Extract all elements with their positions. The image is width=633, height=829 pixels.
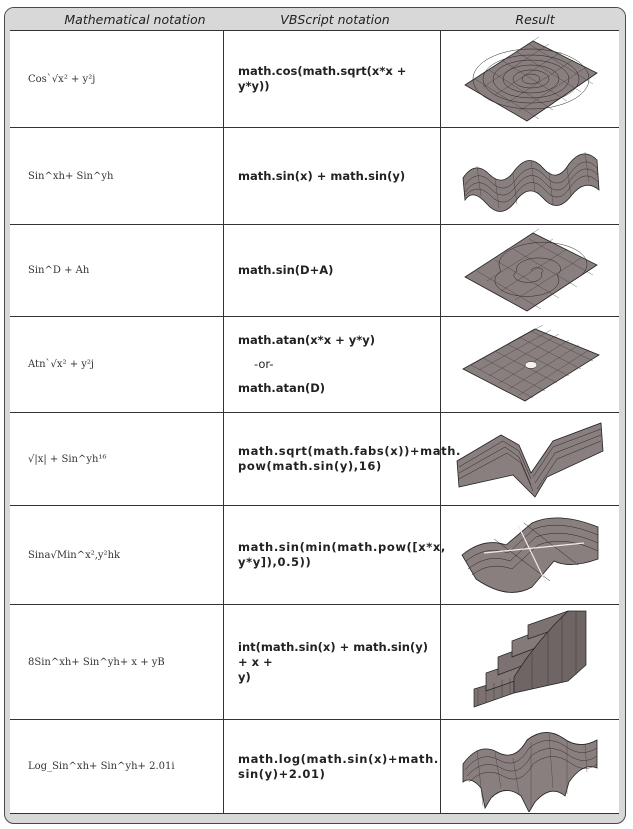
spiral-surface-icon (455, 227, 605, 315)
header-math: Mathematical notation (64, 12, 206, 27)
math-formula: 8Sin^xh+ Sin^yh+ x + yB (28, 656, 165, 668)
vbscript-code: int(math.sin(x) + math.sin(y) + x + y) (238, 639, 429, 684)
math-formula: √|x| + Sin^yh¹⁶ (28, 453, 107, 465)
math-formula: Cos`√x² + y²j (28, 73, 96, 85)
table-row (10, 413, 619, 506)
math-formula: Sin^xh+ Sin^yh (28, 170, 114, 182)
math-formula: Sin^D + Ah (28, 265, 90, 276)
spiky-surface-icon (455, 722, 605, 812)
table-row (10, 506, 619, 605)
ripple-surface-icon (455, 33, 605, 125)
header-result: Result (515, 12, 555, 27)
egg-crate-surface-icon (455, 130, 605, 222)
vbscript-code: math.cos(math.sqrt(x*x + y*y)) (238, 64, 407, 93)
table-row (10, 31, 619, 128)
staircase-surface-icon (468, 607, 592, 717)
header-vbscript: VBScript notation (280, 12, 390, 27)
cross-surface-icon (454, 509, 606, 601)
vbscript-code: math.atan(x*x + y*y) -or- math.atan(D) (238, 333, 376, 395)
table-row (10, 605, 619, 720)
vbscript-code: math.sqrt(math.fabs(x))+math. pow(math.sin(y),16) (238, 444, 461, 473)
table-row (10, 128, 619, 225)
table-row (10, 720, 619, 813)
vbscript-code: math.sin(x) + math.sin(y) (238, 168, 406, 183)
vbscript-code: math.log(math.sin(x)+math. sin(y)+2.01) (238, 751, 439, 781)
table-row (10, 225, 619, 317)
vbscript-code: math.sin(min(math.pow([x*x, y*y]),0.5)) (238, 540, 446, 569)
formula-table (4, 7, 626, 824)
flat-dimple-surface-icon (455, 325, 605, 405)
math-formula: Log_Sin^xh+ Sin^yh+ 2.01i (28, 761, 175, 772)
ridged-valley-surface-icon (453, 415, 607, 503)
vbscript-code: math.sin(D+A) (238, 263, 334, 277)
table-body (10, 30, 619, 814)
table-row (10, 317, 619, 413)
table-header (5, 8, 625, 30)
math-formula: Atn`√x² + y²j (28, 359, 95, 370)
math-formula: Sina√Min^x²,y²hk (28, 549, 121, 561)
